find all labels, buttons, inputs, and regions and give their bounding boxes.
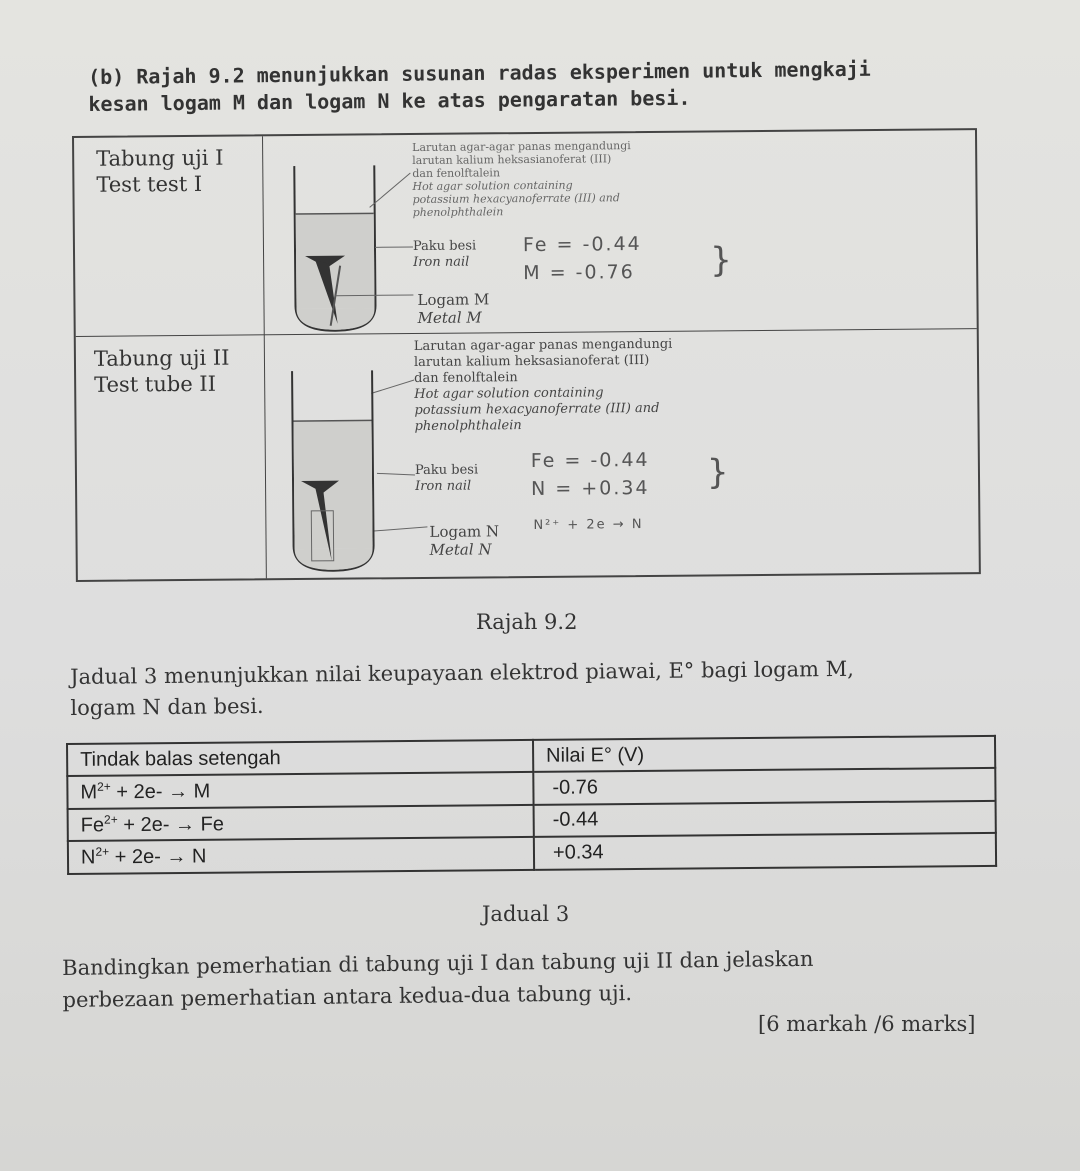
tube1-handwriting-fe: Fe = -0.44	[522, 233, 642, 257]
half-reaction-cell	[68, 837, 534, 874]
tube2-solution-ms-3: dan fenolftalein	[414, 370, 518, 387]
tube1-metal-ms: Logam M	[417, 290, 490, 309]
ion-charge: 2+	[103, 812, 118, 827]
tube2-handwriting-equation: N²⁺ + 2e → N	[533, 517, 644, 533]
tube1-metal-en: Metal M	[417, 308, 482, 327]
tube2-handwriting-n: N = +0.34	[531, 476, 650, 501]
tube1-handwriting-m: M = -0.76	[523, 261, 635, 285]
half-reaction-cell	[68, 805, 534, 842]
tube1-solution-en-1: Hot agar solution containing	[412, 178, 573, 194]
question-text	[62, 941, 963, 1016]
table-caption: Jadual 3	[482, 902, 570, 926]
tube1-metal-label	[417, 290, 489, 327]
value-cell: -0.76	[533, 768, 995, 805]
test-tube-2-diagram	[272, 360, 424, 576]
tube2-brace: }	[706, 452, 731, 493]
tube2-solution-ms-1: Larutan agar-agar panas mengandungi	[413, 336, 673, 355]
tube2-label-en: Test tube II	[94, 371, 217, 397]
value-cell: -0.44	[534, 801, 996, 838]
tube1-label-en: Test test I	[96, 171, 203, 197]
header-half-reaction: Tindak balas setengah	[67, 740, 533, 776]
tube2-metal-en: Metal N	[429, 540, 492, 559]
marks-label: [6 markah /6 marks]	[758, 1012, 976, 1036]
tube2-solution-en-1: Hot agar solution containing	[414, 385, 604, 403]
intro-line-2: kesan logam M dan logam N ke atas pengaratan besi.	[88, 85, 691, 116]
tube2-solution-en-2: potassium hexacyanoferrate (III) and	[414, 400, 660, 419]
electrode-potential-table	[66, 735, 997, 875]
ion-charge: 2+	[96, 779, 111, 794]
tube2-label-ms: Tabung uji II	[93, 345, 230, 371]
tube2-solution-label	[414, 337, 673, 435]
tube2-nail-label	[415, 462, 478, 495]
tube1-solution-ms-2: larutan kalium heksasianoferat (III)	[412, 152, 612, 168]
table-row	[68, 833, 996, 874]
ion-symbol: N	[80, 846, 96, 869]
tube1-solution-ms-3: dan fenolftalein	[412, 166, 501, 181]
tube1-nail-en: Iron nail	[413, 254, 470, 271]
tube2-solution-en-3: phenolphthalein	[414, 418, 522, 435]
tube2-nail-en: Iron nail	[415, 478, 472, 495]
half-reaction-cell	[67, 772, 533, 809]
question-line-2: perbezaan pemerhatian antara kedua-dua tabung uji.	[62, 981, 633, 1012]
tube2-metal-label	[429, 522, 499, 559]
tube2-nail-ms: Paku besi	[414, 462, 479, 479]
table-intro-paragraph	[70, 653, 971, 724]
ion-symbol: Fe	[80, 813, 105, 837]
paragraph-line-1: Jadual 3 menunjukkan nilai keupayaan elektrod piawai, E° bagi logam M,	[70, 656, 855, 689]
tube1-nail-ms: Paku besi	[412, 238, 477, 255]
tube1-label-ms: Tabung uji I	[96, 145, 224, 171]
intro-text	[88, 54, 1009, 118]
tube1-solution-ms-1: Larutan agar-agar panas mengandungi	[412, 139, 631, 155]
paragraph-line-2: logam N dan besi.	[70, 693, 264, 720]
value-cell: +0.34	[534, 833, 996, 870]
reaction-rest: + 2e- → N	[109, 845, 207, 869]
ion-symbol: M	[80, 781, 98, 804]
header-value: Nilai E° (V)	[533, 736, 995, 772]
reaction-rest: + 2e- → M	[110, 780, 211, 804]
ion-charge: 2+	[95, 844, 110, 860]
tube2-label	[94, 345, 230, 398]
tube1-nail-label	[413, 238, 476, 271]
tube1-solution-label	[412, 139, 631, 219]
tube1-brace: }	[709, 240, 734, 281]
tube1-solution-en-2: potassium hexacyanoferrate (III) and	[412, 191, 620, 207]
figure-caption: Rajah 9.2	[476, 610, 578, 634]
tube2-solution-ms-2: larutan kalium heksasianoferat (III)	[413, 352, 650, 371]
tube2-handwriting-fe: Fe = -0.44	[530, 448, 650, 473]
tube2-metal-ms: Logam N	[429, 522, 500, 541]
tube1-solution-en-3: phenolphthalein	[412, 205, 504, 220]
intro-line-1: (b) Rajah 9.2 menunjukkan susunan radas eksperimen untuk mengkaji	[88, 56, 871, 89]
figure-9-2	[72, 128, 981, 582]
reaction-rest: + 2e- → Fe	[117, 812, 224, 836]
question-line-1: Bandingkan pemerhatian di tabung uji I dan tabung uji II dan jelaskan	[62, 946, 814, 980]
